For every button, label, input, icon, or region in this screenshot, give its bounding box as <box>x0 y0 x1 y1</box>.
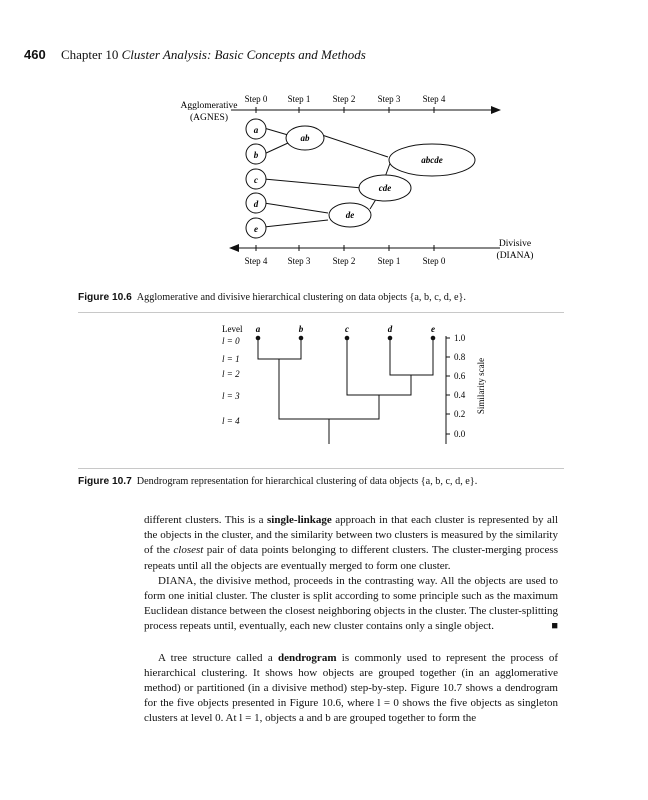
dendrogram-branches <box>258 338 433 444</box>
level-2: l = 2 <box>222 369 240 379</box>
figure-10-6-caption-text: Agglomerative and divisive hierarchical clustering on data objects {a, b, c, d, e}. <box>136 292 466 303</box>
term-dendrogram: dendrogram <box>278 651 337 664</box>
bottom-step-0: Step 4 <box>244 256 268 266</box>
bottom-step-labels <box>245 256 446 266</box>
level-4: l = 4 <box>222 416 240 426</box>
figure-10-7-caption-label: Figure 10.7 <box>78 476 132 487</box>
bottom-step-4: Step 0 <box>422 256 446 266</box>
level-3: l = 3 <box>222 391 240 401</box>
top-step-3: Step 3 <box>377 94 401 104</box>
object-d-label: d <box>387 324 393 334</box>
cluster-de-label: de <box>345 210 355 220</box>
tick-0-6: 0.6 <box>454 371 466 381</box>
object-b-label: b <box>298 324 304 334</box>
chapter-title: Cluster Analysis: Basic Concepts and Methods <box>121 47 366 62</box>
divisive-label-1: Divisive <box>498 239 532 249</box>
term-closest: closest <box>173 544 204 557</box>
running-header <box>24 47 366 63</box>
similarity-tick-labels <box>454 333 466 439</box>
top-step-1: Step 1 <box>287 94 311 104</box>
bottom-step-1: Step 3 <box>287 256 311 266</box>
tick-0-4: 0.4 <box>454 390 466 400</box>
cluster-ab-label: ab <box>300 133 310 143</box>
top-step-0: Step 0 <box>244 94 268 104</box>
similarity-axis <box>446 336 450 444</box>
figure-separator-bottom <box>78 468 564 469</box>
node-d-label: d <box>253 199 259 209</box>
top-step-labels <box>245 94 446 104</box>
cluster-cde-label: cde <box>378 183 392 193</box>
cluster-nodes <box>286 126 475 227</box>
figure-10-7-caption <box>78 476 477 487</box>
paragraph-1: different clusters. This is a single-linkage approach in that each cluster is represented by all the objects in the cluster, and the similarity between two clusters is measured by the similarity of the closest pair of data points belonging to different clusters. The cluster-merging process repeats until all the objects are eventually merged to form one cluster. <box>144 514 558 572</box>
level-header: Level <box>222 324 243 334</box>
level-1: l = 1 <box>222 354 240 364</box>
qed-marker: ■ <box>551 620 558 633</box>
bottom-step-2: Step 2 <box>332 256 356 266</box>
figure-10-7-dendrogram <box>0 318 648 468</box>
body-text <box>144 513 558 727</box>
node-a-label: a <box>253 125 259 135</box>
object-a-label: a <box>255 324 261 334</box>
page-number: 460 <box>24 47 46 62</box>
figure-10-6-caption-label: Figure 10.6 <box>78 292 132 303</box>
top-step-2: Step 2 <box>332 94 356 104</box>
divisive-label-2: (DIANA) <box>496 251 534 261</box>
tick-0-8: 0.8 <box>454 352 466 362</box>
tick-0-0: 0.0 <box>454 429 466 439</box>
chapter-label: Chapter 10 <box>60 47 119 62</box>
paragraph-3: A tree structure called a dendrogram is commonly used to represent the process of hierarchical clustering. It shows how objects are grouped together (in an agglomerative method) or partitioned (in a divisive method) step-by-step. Figure 10.7 shows a dendrogram for the five objects presented in Figure 10.6, where l = 0 shows the five objects as singleton clusters at level 0. At l = 1, objects a and b are grouped together to form the <box>144 651 558 725</box>
cluster-abcde-label: abcde <box>421 155 443 165</box>
top-step-4: Step 4 <box>422 94 446 104</box>
figure-10-6-caption <box>78 292 466 303</box>
tick-1-0: 1.0 <box>454 333 466 343</box>
object-e-label: e <box>431 324 435 334</box>
node-c-label: c <box>254 175 258 185</box>
term-single-linkage: single-linkage <box>267 514 332 526</box>
figure-10-7-caption-text: Dendrogram representation for hierarchical clustering of data objects {a, b, c, d, e}. <box>136 476 478 487</box>
tick-0-2: 0.2 <box>454 409 466 419</box>
level-0: l = 0 <box>222 336 240 346</box>
similarity-scale-label: Similarity scale <box>476 357 486 415</box>
paragraph-2: DIANA, the divisive method, proceeds in the contrasting way. All the objects are used to form one initial cluster. The cluster is split according to some principle such as the maximum Euclidean distance between the closest neighboring objects in the cluster. The cluster-splitting process repeats until, eventually, each new cluster contains only a single object. ■ <box>144 574 558 635</box>
bottom-step-3: Step 1 <box>377 256 401 266</box>
figure-separator-top <box>78 312 564 313</box>
node-b-label: b <box>253 150 259 160</box>
object-c-label: c <box>345 324 349 334</box>
agglomerative-label-2: (AGNES) <box>190 113 228 123</box>
node-e-label: e <box>254 224 258 234</box>
figure-10-6-diagram <box>0 84 648 284</box>
singleton-nodes <box>246 119 266 238</box>
leaf-dots <box>256 336 436 341</box>
agglomerative-label-1: Agglomerative <box>180 101 238 111</box>
